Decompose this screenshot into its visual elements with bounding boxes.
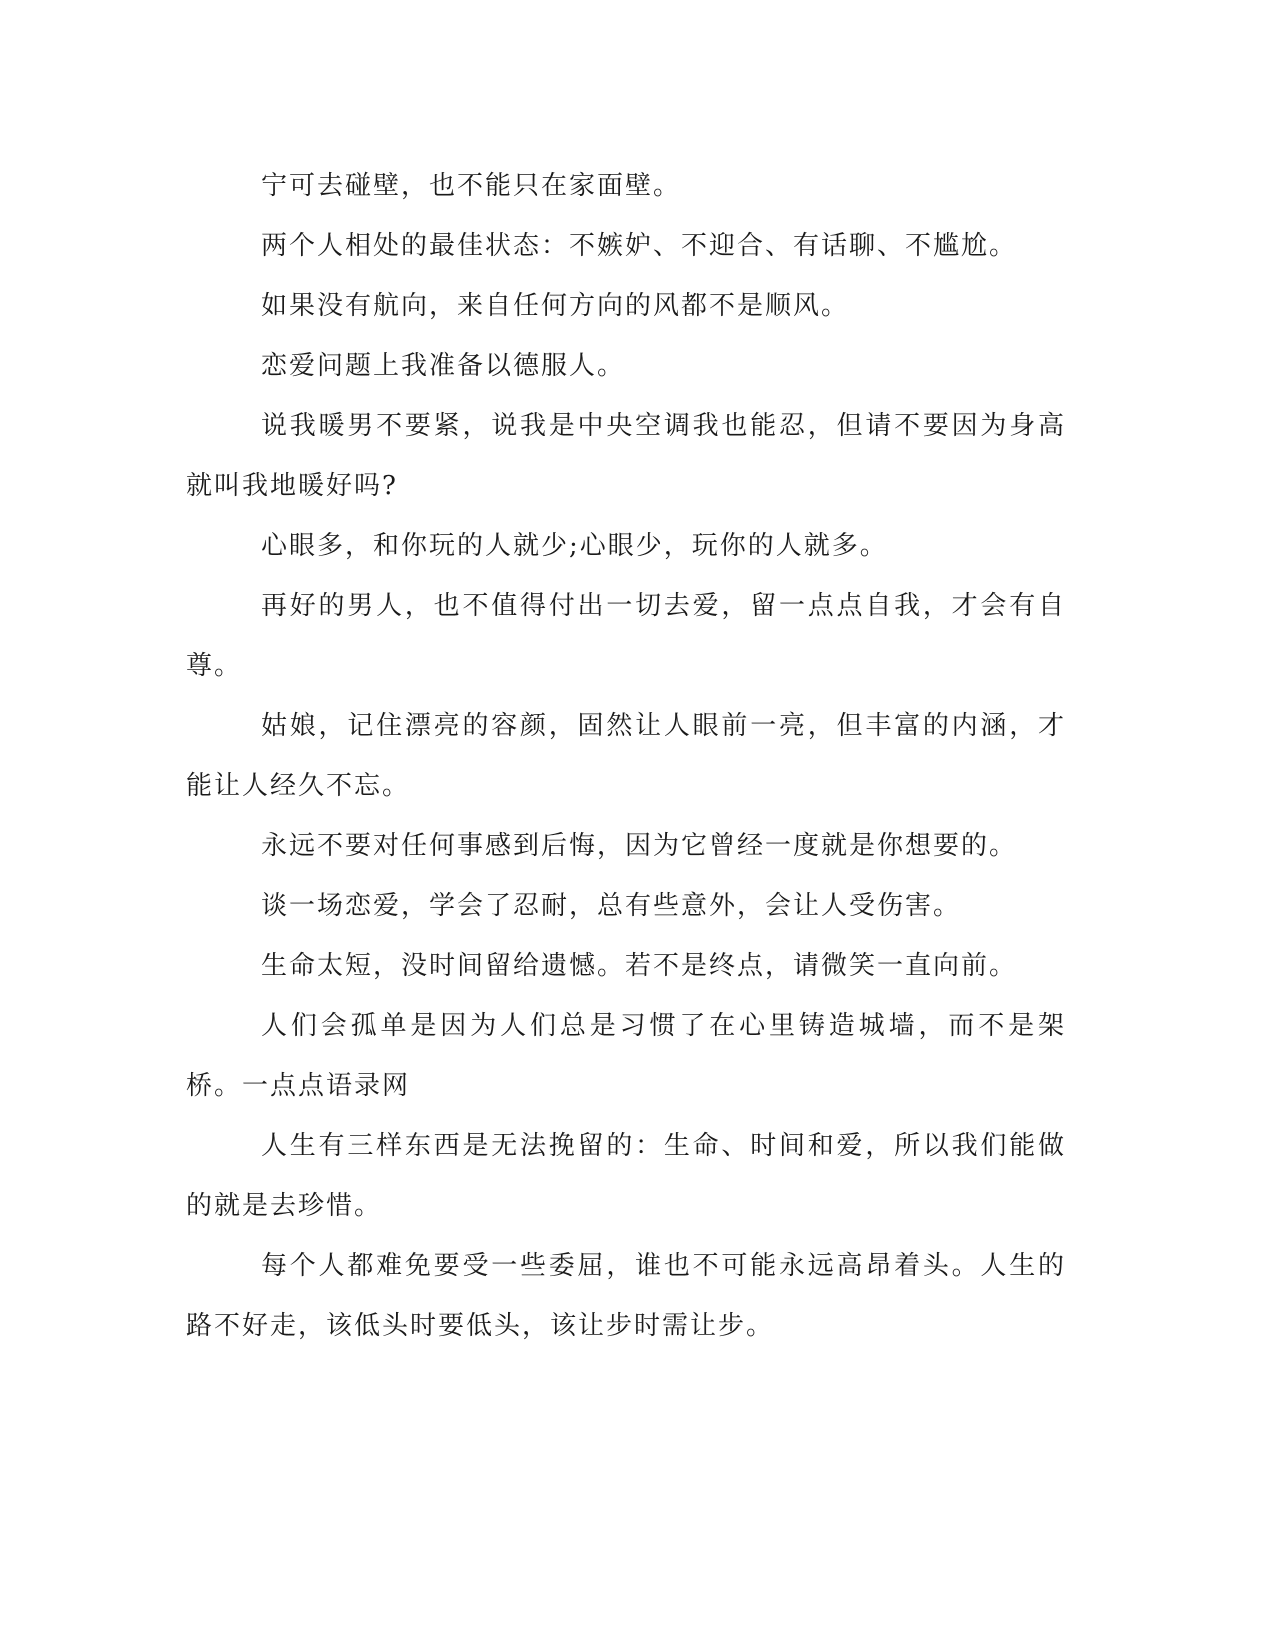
paragraph-9: 永远不要对任何事感到后悔，因为它曾经一度就是你想要的。 [261, 831, 1018, 861]
paragraph-8: 姑娘，记住漂亮的容颜，固然让人眼前一亮，但丰富的内涵，才能让人经久不忘。 [186, 711, 1066, 801]
paragraph-11: 生命太短，没时间留给遗憾。若不是终点，请微笑一直向前。 [261, 951, 1018, 981]
paragraph-5: 说我暖男不要紧，说我是中央空调我也能忍，但请不要因为身高就叫我地暖好吗? [186, 411, 1066, 501]
paragraph-7: 再好的男人，也不值得付出一切去爱，留一点点自我，才会有自尊。 [186, 591, 1066, 681]
paragraph-2: 两个人相处的最佳状态：不嫉妒、不迎合、有话聊、不尴尬。 [261, 231, 1018, 261]
paragraph-4: 恋爱问题上我准备以德服人。 [261, 351, 626, 381]
paragraph-6: 心眼多，和你玩的人就少;心眼少，玩你的人就多。 [261, 531, 888, 561]
paragraph-1: 宁可去碰壁，也不能只在家面壁。 [261, 171, 682, 201]
paragraph-10: 谈一场恋爱，学会了忍耐，总有些意外，会让人受伤害。 [261, 891, 962, 921]
document-body [186, 156, 1066, 1356]
paragraph-13: 人生有三样东西是无法挽留的：生命、时间和爱，所以我们能做的就是去珍惜。 [186, 1131, 1066, 1221]
paragraph-14: 每个人都难免要受一些委屈，谁也不可能永远高昂着头。人生的路不好走，该低头时要低头，该让步时需让步。 [186, 1251, 1066, 1341]
paragraph-3: 如果没有航向，来自任何方向的风都不是顺风。 [261, 291, 850, 321]
paragraph-12: 人们会孤单是因为人们总是习惯了在心里铸造城墙，而不是架桥。一点点语录网 [186, 1011, 1066, 1101]
